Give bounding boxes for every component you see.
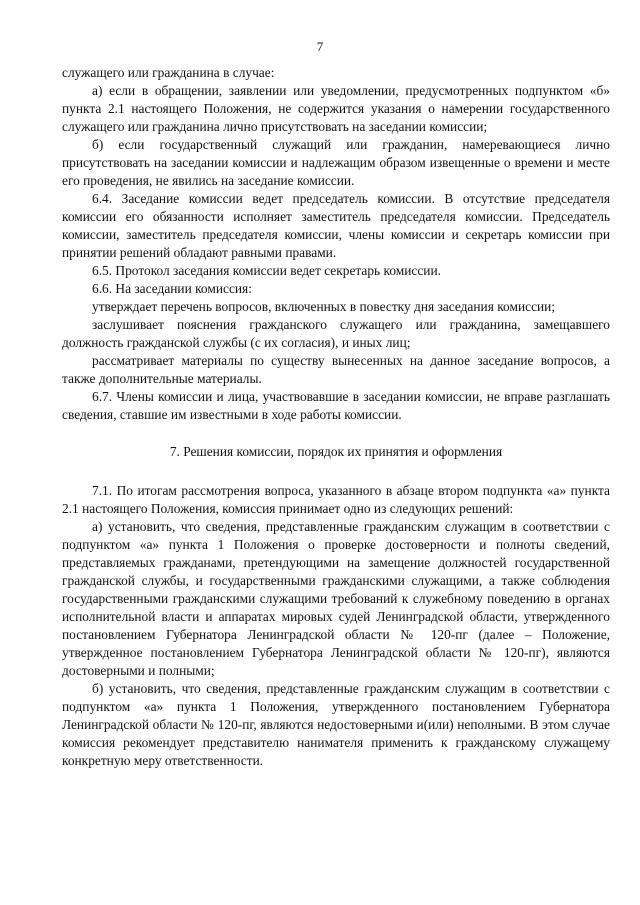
paragraph: рассматривает материалы по существу вынесенных на данное заседание вопросов, а также дополнительные материалы. (62, 353, 610, 386)
paragraph: утверждает перечень вопросов, включенных в повестку дня заседания комиссии; (92, 299, 556, 314)
paragraph: заслушивает пояснения гражданского служащего или гражданина, замещавшего должность гражданской службы (с их согласия), и иных лиц; (62, 317, 610, 350)
document-body (62, 64, 610, 770)
page-number: 7 (316, 39, 324, 54)
paragraph: 6.7. Члены комиссии и лица, участвовавшие в заседании комиссии, не вправе разглашать сведения, ставшие им известными в ходе работы комиссии. (62, 389, 610, 422)
section-heading: 7. Решения комиссии, порядок их принятия и оформления (169, 444, 503, 459)
paragraph: 6.4. Заседание комиссии ведет председатель комиссии. В отсутствие председателя комиссии его обязанности исполняет заместитель председателя комиссии. Председатель комиссии, заместитель председателя комиссии, члены комиссии и секретарь комиссии при принятии решений обладают равными правами. (62, 191, 610, 260)
paragraph: 7.1. По итогам рассмотрения вопроса, указанного в абзаце втором подпункта «а» пункта 2.1 настоящего Положения, комиссия принимает одно из следующих решений: (62, 483, 610, 516)
paragraph: служащего или гражданина в случае: (62, 65, 275, 80)
paragraph: 6.6. На заседании комиссия: (92, 281, 252, 296)
paragraph: 6.5. Протокол заседания комиссии ведет секретарь комиссии. (92, 263, 441, 278)
paragraph: б) если государственный служащий или гражданин, намеревающиеся лично присутствовать на заседании комиссии и надлежащим образом извещенные о времени и месте его проведения, не явились на заседание комиссии. (62, 137, 610, 188)
paragraph: а) если в обращении, заявлении или уведомлении, предусмотренных подпунктом «б» пункта 2.1 настоящего Положения, не содержится указания о намерении государственного служащего или гражданина лично присутствовать на заседании комиссии; (62, 83, 610, 134)
paragraph: б) установить, что сведения, представленные гражданским служащим в соответствии с подпунктом «а» пункта 1 Положения, утвержденного постановлением Губернатора Ленинградской области № 120-пг, являются недостоверными и(или) неполными. В этом случае комиссия рекомендует представителю нанимателя применить к гражданскому служащему конкретную меру ответственности. (62, 681, 610, 768)
paragraph: а) установить, что сведения, представленные гражданским служащим в соответствии с подпунктом «а» пункта 1 Положения о проверке достоверности и полноты сведений, представляемых гражданами, претендующими на замещение должностей государственной гражданской службы, и государственными гражданскими служащими, а также соблюдения государственными гражданскими служащими требований к служебному поведению в органах исполнительной власти и аппаратах мировых судей Ленинградской области, утвержденного постановлением Губернатора Ленинградской области № 120-пг (далее – Положение, утвержденное постановлением Губернатора Ленинградской области № 120-пг), являются достоверными и полными; (62, 519, 610, 678)
